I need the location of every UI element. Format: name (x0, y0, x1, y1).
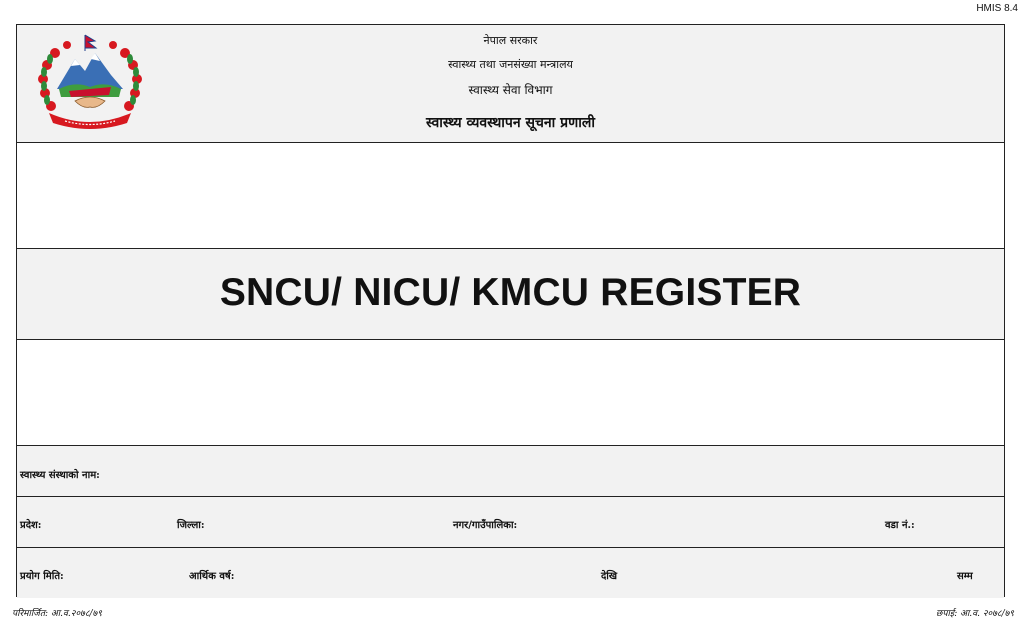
register-title: SNCU/ NICU/ KMCU REGISTER (219, 271, 802, 314)
system-name: स्वास्थ्य व्यवस्थापन सूचना प्रणाली (426, 115, 595, 131)
blank-band-upper (17, 142, 1004, 248)
title-band (17, 248, 1004, 339)
district-label: जिल्ला: (177, 520, 205, 531)
blank-band-lower (17, 339, 1004, 445)
municipality-label: नगर/गाउँपालिका: (453, 520, 518, 531)
facility-row (17, 445, 1004, 496)
period-row (17, 547, 1004, 598)
printed-note: छपाई: आ.व. २०७८/७९ (936, 609, 1014, 619)
govt-name: नेपाल सरकार (483, 34, 538, 47)
from-label: देखि (601, 571, 618, 582)
province-label: प्रदेश: (20, 520, 42, 531)
location-row (17, 496, 1004, 547)
ministry-name: स्वास्थ्य तथा जनसंख्या मन्त्रालय (448, 58, 573, 71)
department-name: स्वास्थ्य सेवा विभाग (468, 83, 553, 97)
fiscal-year-label: आर्थिक वर्ष: (189, 571, 235, 582)
ward-label: वडा नं.: (885, 520, 915, 531)
header-band (17, 25, 1004, 142)
facility-name-label: स्वास्थ्य संस्थाको नाम: (20, 470, 100, 481)
register-cover (16, 24, 1005, 597)
form-code: HMIS 8.4 (976, 3, 1018, 14)
revised-note: परिमार्जित: आ.व.२०७८/७९ (12, 609, 102, 619)
to-label: सम्म (957, 571, 973, 582)
usage-date-label: प्रयोग मिति: (20, 571, 64, 582)
